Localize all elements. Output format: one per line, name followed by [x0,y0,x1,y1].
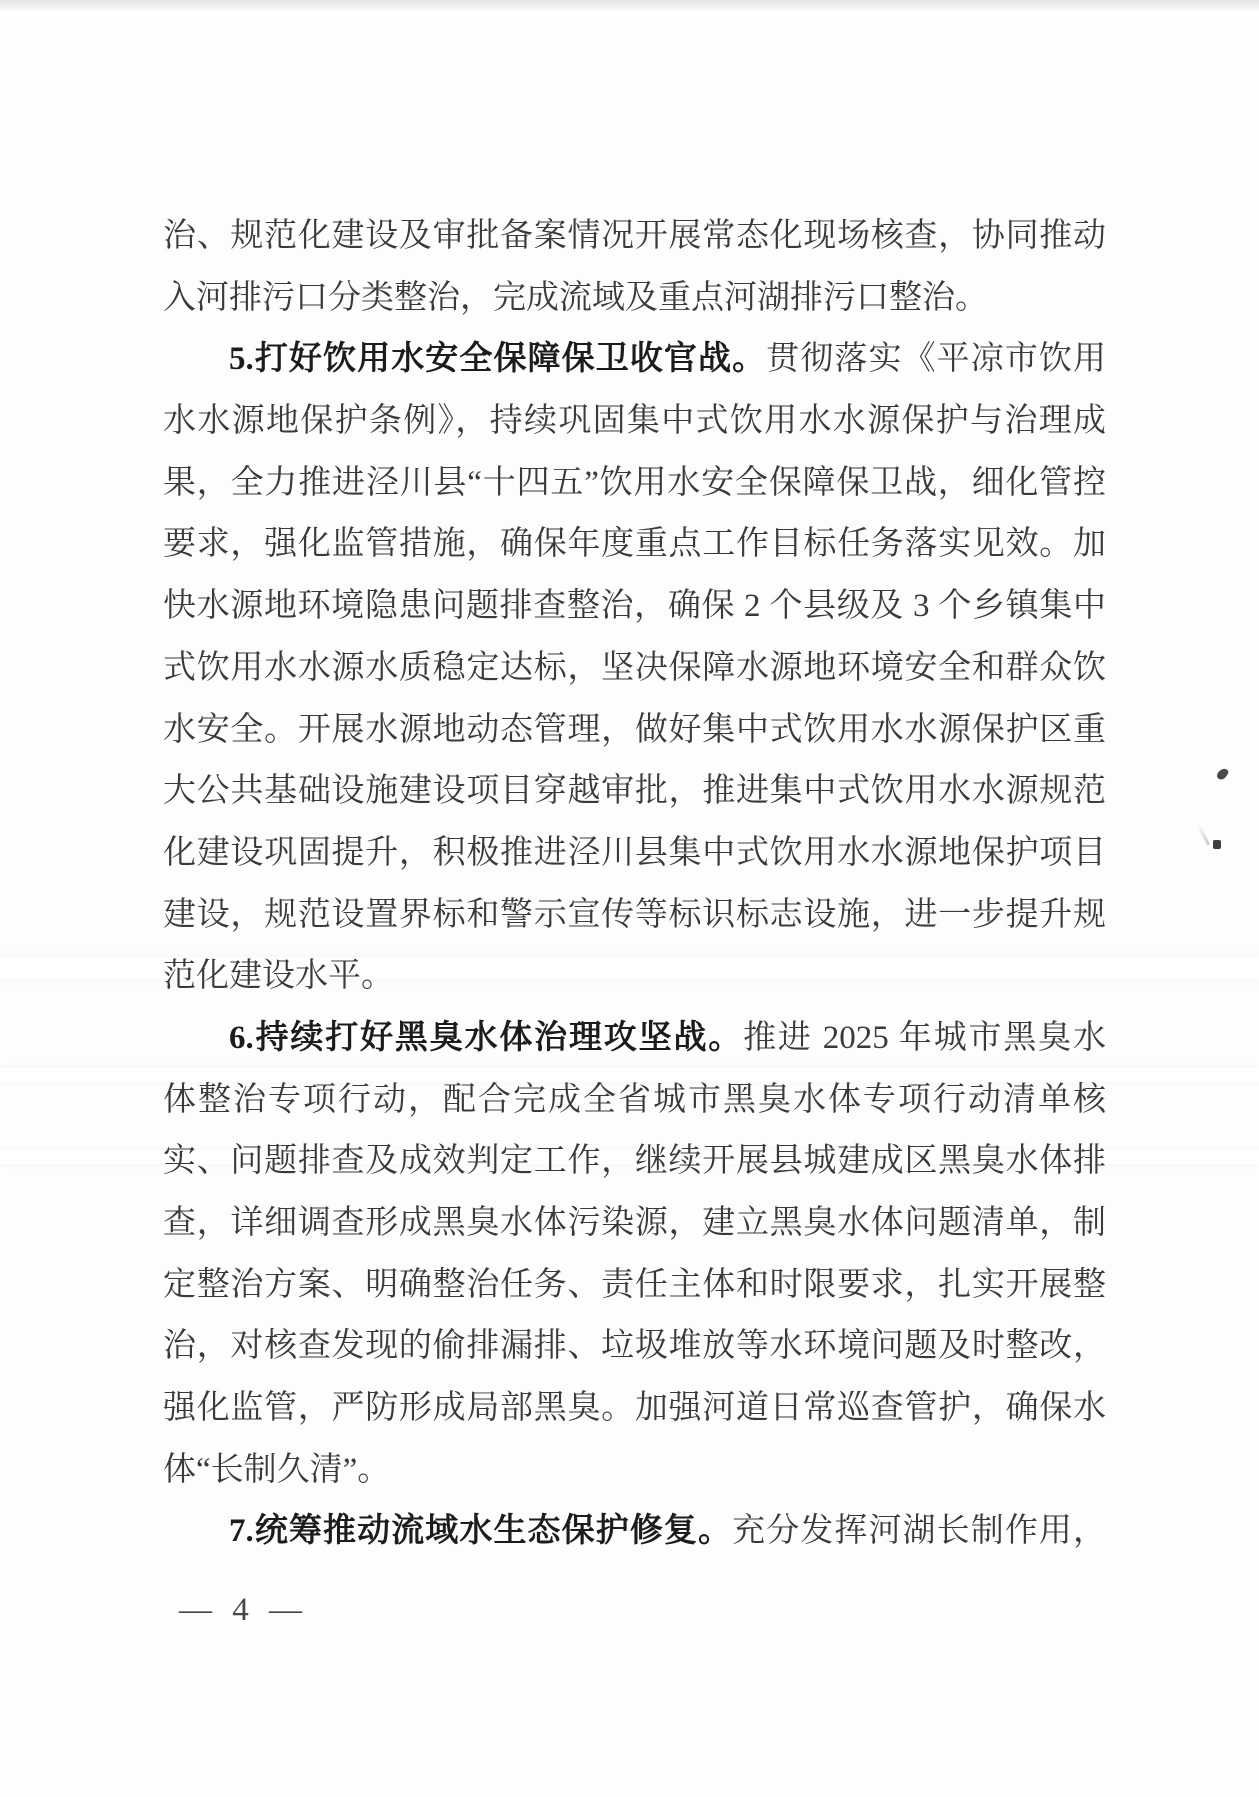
body-line: 强化监管，严防形成局部黑臭。加强河道日常巡查管护，确保水 [163,1390,1106,1427]
body-line: 入河排污口分类整治，完成流域及重点河湖排污口整治。 [163,279,988,316]
body-line: 水安全。开展水源地动态管理，做好集中式饮用水水源保护区重 [163,711,1106,748]
body-text: 贯彻落实《平凉市饮用 [766,341,1107,378]
body-line: 查，详细调查形成黑臭水体污染源，建立黑臭水体问题清单，制 [163,1205,1106,1241]
page-number: — 4 — [179,1592,308,1628]
body-line: 治、规范化建设及审批备案情况开展常态化现场核查，协同推动 [163,218,1106,254]
body-line: 体“长制久清”。 [163,1451,391,1488]
scan-speck-artifact [1197,825,1210,846]
section-7-heading-line [163,1501,1106,1563]
body-line: 水水源地保护条例》，持续巩固集中式饮用水水源保护与治理成 [163,403,1106,440]
body-line: 实、问题排查及成效判定工作，继续开展县城建成区黑臭水体排 [163,1143,1106,1180]
body-text: 充分发挥河湖长制作用， [732,1513,1107,1550]
scan-edge-shadow [0,0,1259,12]
section-5-heading: 5.打好饮用水安全保障保卫收官战。 [229,341,767,378]
scan-speck-artifact [1213,840,1221,849]
body-line: 建设，规范设置界标和警示宣传等标识标志设施，进一步提升规 [163,896,1106,933]
body-line: 式饮用水水源水质稳定达标，坚决保障水源地环境安全和群众饮 [163,649,1106,686]
body-line: 范化建设水平。 [163,958,394,995]
section-7-heading: 7.统筹推动流域水生态保护修复。 [229,1513,733,1550]
body-text: 推进 2025 年城市黑臭水 [743,1019,1107,1056]
body-line: 化建设巩固提升，积极推进泾川县集中式饮用水水源地保护项目 [163,834,1106,871]
body-line: 治，对核查发现的偷排漏排、垃圾堆放等水环境问题及时整改， [163,1328,1106,1365]
document-body [163,206,1106,1563]
body-line: 体整治专项行动，配合完成全省城市黑臭水体专项行动清单核 [163,1081,1106,1118]
section-6-heading-line [163,1008,1106,1070]
section-5-heading-line [163,329,1106,391]
body-line: 要求，强化监管措施，确保年度重点工作目标任务落实见效。加 [163,526,1106,563]
body-line: 大公共基础设施建设项目穿越审批，推进集中式饮用水水源规范 [163,773,1106,810]
body-line: 果，全力推进泾川县“十四五”饮用水安全保障保卫战，细化管控 [163,464,1106,501]
scan-speck-artifact [1216,767,1230,782]
body-line: 快水源地环境隐患问题排查整治，确保 2 个县级及 3 个乡镇集中 [163,588,1106,625]
section-6-heading: 6.持续打好黑臭水体治理攻坚战。 [229,1019,744,1056]
body-line: 定整治方案、明确整治任务、责任主体和时限要求，扎实开展整 [163,1266,1106,1303]
